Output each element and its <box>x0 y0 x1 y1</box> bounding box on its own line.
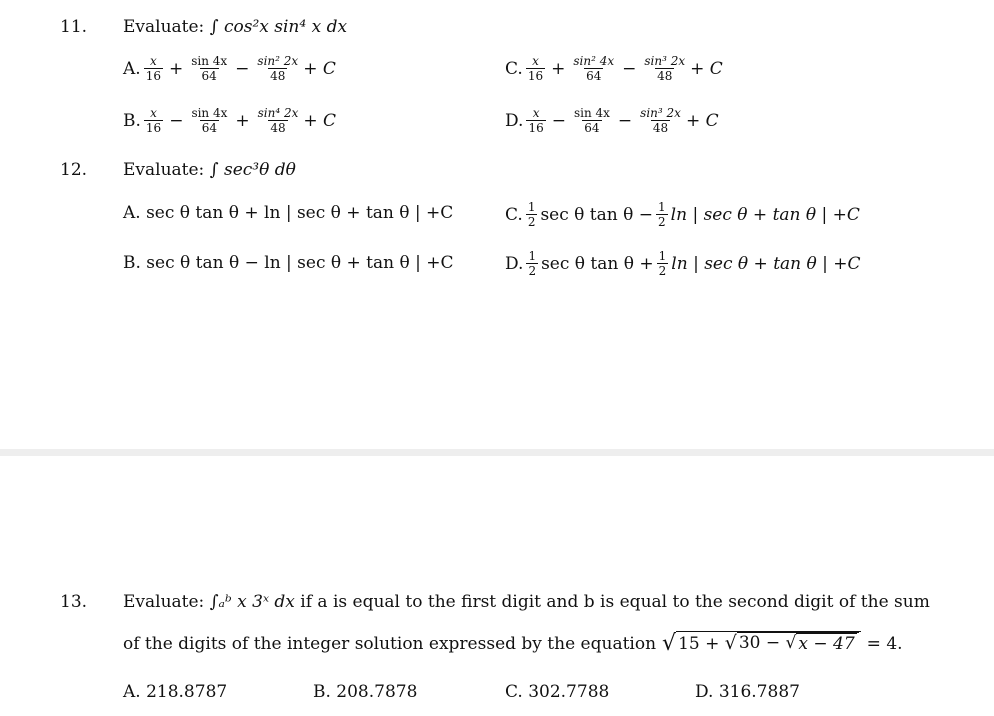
q11-c-letter: C. <box>505 58 523 79</box>
q11-b-f2-den: 64 <box>201 121 218 135</box>
q12-c-f2-num: 1 <box>658 200 666 214</box>
q12-a-text: A. sec θ tan θ + ln | sec θ + tan θ | +C <box>123 203 454 223</box>
q13-radical-mid-text: 30 − <box>738 633 786 653</box>
q13-radical-mid <box>725 632 859 654</box>
q12-d-f2-num: 1 <box>658 249 667 263</box>
q11-a-f1-den: 16 <box>145 69 161 83</box>
q13-integral: ∫ₐᵇ x 3ˣ dx <box>209 592 295 612</box>
q11-integrand: ∫ cos²x sin⁴ x dx <box>209 17 348 37</box>
q13-number: 13. <box>60 592 88 612</box>
q11-d-f3-num: sin³ 2x <box>640 106 681 120</box>
q13-radical-outer <box>662 631 861 657</box>
q11-evaluate: Evaluate: <box>123 17 205 37</box>
sqrt-symbol-icon: √ <box>724 632 737 654</box>
q11-option-b[interactable] <box>123 106 336 135</box>
q11-c-frac1 <box>526 54 545 83</box>
q12-option-b[interactable] <box>123 253 454 273</box>
q11-a-f2-num: sin 4x <box>191 54 228 68</box>
q11-stem <box>123 17 347 37</box>
q12-option-c[interactable] <box>505 200 860 229</box>
q13-radical-outer-content <box>676 631 861 657</box>
q13-option-b[interactable]: B. 208.7878 <box>313 682 418 702</box>
q11-option-c[interactable] <box>505 54 723 83</box>
q11-a-letter: A. <box>123 58 141 79</box>
q13-option-a[interactable]: A. 218.8787 <box>123 682 228 702</box>
q13-option-c[interactable]: C. 302.7788 <box>505 682 610 702</box>
q12-c-f2-den: 2 <box>658 215 666 229</box>
q11-a-f2-den: 64 <box>201 69 217 83</box>
q13-line1 <box>123 592 930 612</box>
q11-b-f1-den: 16 <box>145 121 162 135</box>
page-separator <box>0 449 994 456</box>
q11-a-f1-num: x <box>149 54 157 68</box>
q12-c-tail: ln | sec θ + tan θ | +C <box>670 204 860 225</box>
q13-line1-text: if a is equal to the first digit and b is equal to the second digit of the sum <box>300 592 930 612</box>
q11-a-frac1 <box>144 54 163 83</box>
q11-c-f2-num: sin² 4x <box>573 54 615 68</box>
q11-b-f3-num: sin⁴ 2x <box>257 106 299 120</box>
q11-d-op1: − <box>551 110 566 131</box>
q13-radical-mid-content <box>737 632 859 654</box>
q13-line2-text: of the digits of the integer solution expressed by the equation <box>123 634 657 654</box>
q12-d-f2-den: 2 <box>658 264 667 278</box>
q12-option-a[interactable] <box>123 203 453 223</box>
q11-d-f2-num: sin 4x <box>573 106 610 120</box>
q11-d-f3-den: 48 <box>652 121 669 135</box>
q11-a-frac3 <box>255 54 300 83</box>
q12-c-frac2 <box>656 200 668 229</box>
q11-c-tail: + C <box>690 58 723 79</box>
q11-b-f3-den: 48 <box>270 121 286 135</box>
q11-a-f3-num: sin² 2x <box>257 54 299 68</box>
q11-c-frac2 <box>571 54 616 83</box>
q12-d-frac1 <box>526 249 538 278</box>
q12-c-mid: sec θ tan θ − <box>540 204 654 225</box>
q11-d-f2-den: 64 <box>584 121 600 135</box>
q11-a-op2: − <box>235 58 250 79</box>
q11-c-op1: + <box>551 58 566 79</box>
q11-b-op1: − <box>169 110 184 131</box>
q11-d-frac2 <box>572 106 612 135</box>
q11-c-f2-den: 64 <box>586 69 602 83</box>
q13-option-d[interactable]: D. 316.7887 <box>695 682 800 702</box>
q11-option-d[interactable] <box>505 106 719 135</box>
page-lower <box>0 456 994 716</box>
q11-a-frac2 <box>189 54 229 83</box>
q11-b-tail: + C <box>303 110 337 131</box>
sqrt-symbol-icon: √ <box>785 633 797 653</box>
q13-radical-inner <box>786 633 857 654</box>
q12-stem <box>123 160 296 180</box>
q11-c-f1-den: 16 <box>527 69 544 83</box>
q11-c-op2: − <box>622 58 637 79</box>
q12-d-f1-den: 2 <box>528 264 537 278</box>
q11-c-f3-num: sin³ 2x <box>644 54 686 68</box>
q12-c-f1-den: 2 <box>527 215 536 229</box>
q12-d-tail: ln | sec θ + tan θ | +C <box>671 253 861 274</box>
q12-c-letter: C. <box>505 204 523 225</box>
q11-b-letter: B. <box>123 110 141 131</box>
q12-d-f1-num: 1 <box>528 249 537 263</box>
q11-d-frac1 <box>526 106 545 135</box>
q12-number: 12. <box>60 160 88 180</box>
q12-c-f1-num: 1 <box>527 200 536 214</box>
q12-c-frac1 <box>526 200 538 229</box>
q11-a-op1: + <box>168 58 184 79</box>
q11-b-frac1 <box>144 106 163 135</box>
q11-c-frac3 <box>642 54 687 83</box>
q11-d-f1-num: x <box>532 106 540 120</box>
q13-line2 <box>123 631 903 657</box>
q12-evaluate: Evaluate: <box>123 160 205 180</box>
q11-d-letter: D. <box>505 110 524 131</box>
q12-d-frac2 <box>657 249 669 278</box>
q11-a-tail: + C <box>303 58 336 79</box>
q13-radical-outer-text: 15 + <box>678 634 725 654</box>
q11-c-f1-num: x <box>532 54 539 68</box>
q11-b-op2: + <box>235 110 250 131</box>
q11-number: 11. <box>60 17 88 37</box>
q13-radical-inner-text: x − 47 <box>798 634 855 654</box>
q12-option-d[interactable] <box>505 249 861 278</box>
q12-b-text: B. sec θ tan θ − ln | sec θ + tan θ | +C <box>123 253 454 273</box>
q11-b-f1-num: x <box>150 106 157 120</box>
q12-d-mid: sec θ tan θ + <box>541 253 654 274</box>
q13-evaluate: Evaluate: <box>123 592 205 612</box>
q11-b-frac2 <box>189 106 229 135</box>
q11-option-a[interactable] <box>123 54 336 83</box>
q11-d-tail: + C <box>685 110 719 131</box>
q11-d-frac3 <box>638 106 683 135</box>
q13-equals: = 4. <box>866 634 903 654</box>
q11-d-op2: − <box>617 110 633 131</box>
q11-a-f3-den: 48 <box>270 69 286 83</box>
sqrt-symbol-icon: √ <box>662 631 677 656</box>
q11-d-f1-den: 16 <box>528 121 544 135</box>
q12-integrand: ∫ sec³θ dθ <box>209 160 296 180</box>
q11-b-f2-num: sin 4x <box>191 106 228 120</box>
q11-c-f3-den: 48 <box>657 69 673 83</box>
q12-d-letter: D. <box>505 253 524 274</box>
q11-b-frac3 <box>256 106 301 135</box>
